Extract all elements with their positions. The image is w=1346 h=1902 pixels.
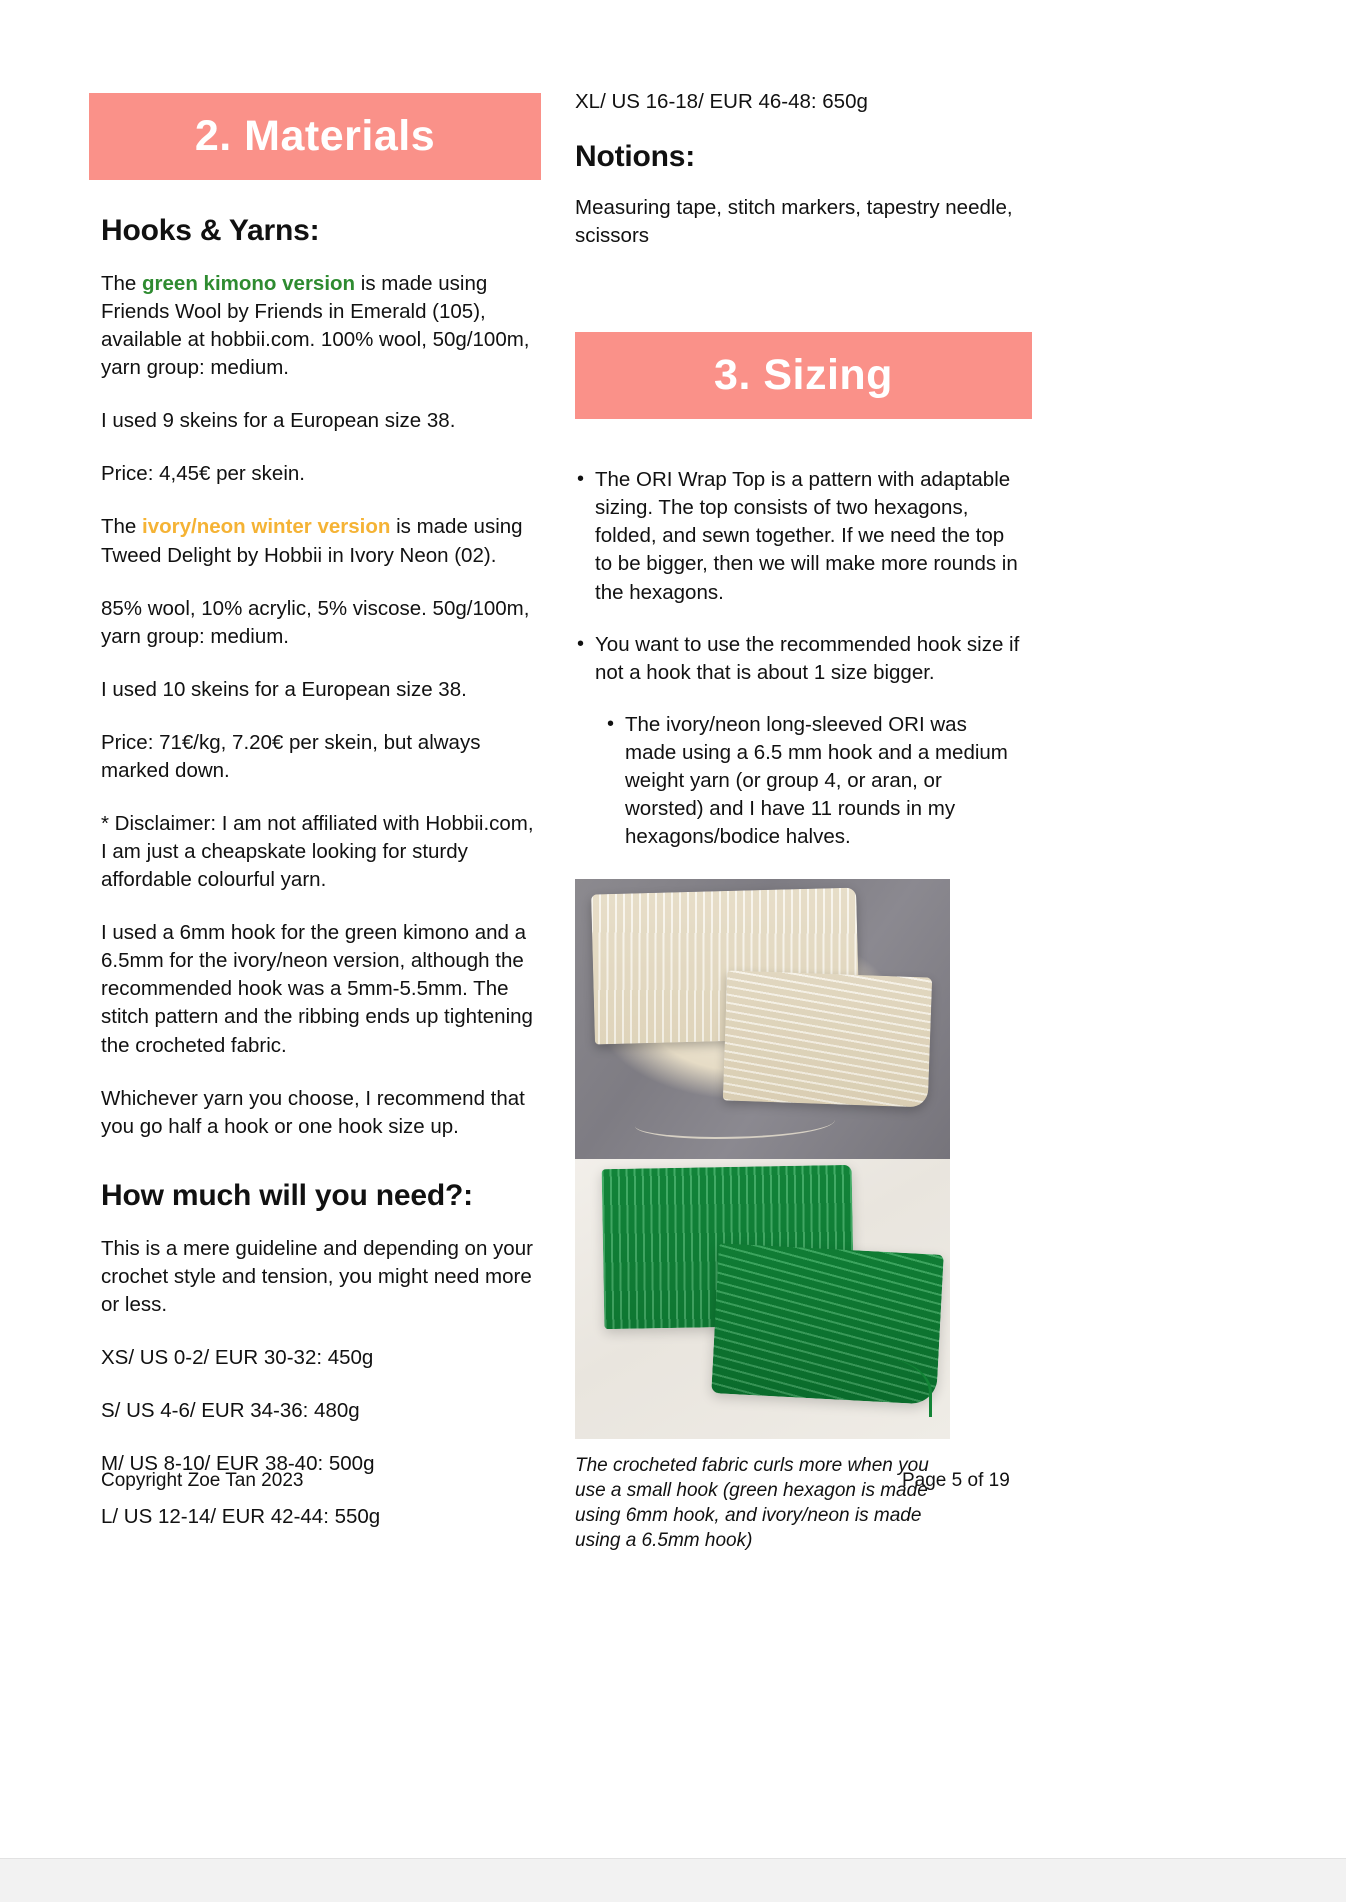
- ivory-knit-sleeve-icon: [723, 971, 932, 1108]
- viewer-bottom-strip: [0, 1858, 1346, 1902]
- ivory-version-suffix: is made using Tweed Delight by Hobbii in Ivory Neon (02).: [101, 515, 523, 567]
- green-version-highlight: green kimono version: [142, 272, 356, 295]
- footer-page-number: Page 5 of 19: [902, 1470, 1010, 1491]
- footer-copyright: Copyright Zoe Tan 2023: [101, 1470, 304, 1491]
- section-banner-sizing: 3. Sizing: [575, 332, 1032, 419]
- paragraph-guideline: This is a mere guideline and depending on your crochet style and tension, you might need more or less.: [101, 1236, 533, 1316]
- heading-how-much-will-you-need: How much will you need?:: [101, 1178, 473, 1212]
- size-line-xs: XS/ US 0-2/ EUR 30-32: 450g: [101, 1346, 374, 1370]
- photo-group: [575, 879, 950, 1553]
- paragraph-green-skeins: I used 9 skeins for a European size 38.: [101, 409, 456, 433]
- ivory-version-prefix: The: [101, 515, 143, 539]
- paragraph-notions: Measuring tape, stitch markers, tapestry needle, scissors: [575, 196, 1013, 248]
- heading-notions: Notions:: [575, 140, 696, 174]
- ivory-neon-hexagon-photo: [575, 879, 950, 1159]
- photo-caption: The crocheted fabric curls more when you use a small hook (green hexagon is made using 6mm hook, and ivory/neon is made using a 6.5mm hook): [575, 1455, 929, 1552]
- list-item: • The ivory/neon long-sleeved ORI was made using a 6.5 mm hook and a medium weight yarn (or group 4, or aran, or worsted) and I have 11 rounds in my hexagons/bodice halves.: [605, 711, 1023, 851]
- size-line-s: S/ US 4-6/ EUR 34-36: 480g: [101, 1399, 360, 1423]
- paragraph-green-version: [101, 270, 539, 382]
- ivory-yarn-tail-icon: [635, 1107, 835, 1139]
- paragraph-ivory-version: [101, 513, 539, 569]
- size-line-xl: XL/ US 16-18/ EUR 46-48: 650g: [575, 90, 868, 113]
- section-banner-materials: 2. Materials: [89, 93, 541, 180]
- paragraph-hook-note: I used a 6mm hook for the green kimono and a 6.5mm for the ivory/neon version, although the recommended hook was a 5mm-5.5mm. The stitch pattern and the ribbing ends up tightening the crocheted fabric.: [101, 921, 533, 1057]
- paragraph-hook-recommendation: Whichever yarn you choose, I recommend that you go half a hook or one hook size up.: [101, 1086, 525, 1138]
- viewer-bottom-shade: [0, 1859, 1346, 1902]
- sizing-nested-bullet-list: [605, 711, 1023, 851]
- sizing-bullet-list: [575, 466, 1023, 687]
- size-line-l: L/ US 12-14/ EUR 42-44: 550g: [101, 1505, 381, 1529]
- left-column: [101, 93, 539, 1556]
- paragraph-ivory-composition: 85% wool, 10% acrylic, 5% viscose. 50g/100m, yarn group: medium.: [101, 596, 530, 648]
- heading-hooks-and-yarns: Hooks & Yarns:: [101, 214, 320, 247]
- right-column: [575, 88, 1023, 1553]
- ivory-version-highlight: ivory/neon winter version: [142, 515, 391, 539]
- paragraph-disclaimer: * Disclaimer: I am not affiliated with Hobbii.com, I am just a cheapskate looking for sturdy affordable colourful yarn.: [101, 812, 534, 892]
- green-version-prefix: The: [101, 272, 143, 295]
- green-hexagon-photo: [575, 1159, 950, 1439]
- list-item: • You want to use the recommended hook size if not a hook that is about 1 size bigger.: [575, 631, 1023, 687]
- paragraph-green-price: Price: 4,45€ per skein.: [101, 462, 305, 486]
- list-item: • The ORI Wrap Top is a pattern with adaptable sizing. The top consists of two hexagons, folded, and sewn together. If we need the top to be bigger, then we will make more rounds in the hexagons.: [575, 466, 1023, 606]
- size-line-m: M/ US 8-10/ EUR 38-40: 500g: [101, 1452, 375, 1476]
- paragraph-ivory-price: Price: 71€/kg, 7.20€ per skein, but always marked down.: [101, 730, 481, 782]
- paragraph-ivory-skeins: I used 10 skeins for a European size 38.: [101, 677, 467, 701]
- green-version-suffix: is made using Friends Wool by Friends in Emerald (105), available at hobbii.com. 100% wool, 50g/100m, yarn group: medium.: [101, 272, 530, 380]
